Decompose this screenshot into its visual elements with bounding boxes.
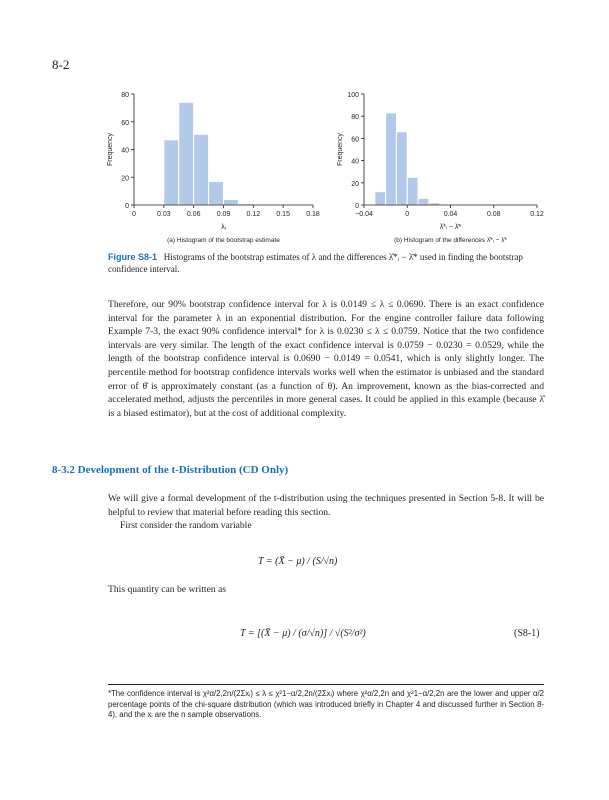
paragraph-intro: We will give a formal development of the t-distribution using the techniques presented in Section 5-8. It will be helpful to review that material before reading this section.: [108, 493, 544, 518]
x-tick-label: 0.08: [486, 211, 501, 218]
y-tick-label: 0: [355, 203, 359, 210]
x-tick-label: 0.04: [443, 211, 458, 218]
figure-caption-text: Histograms of the bootstrap estimates of λ and the differences λ̂*ᵢ − λ̄* used in finding the bootstrap confidence interval.: [108, 252, 523, 274]
y-axis-label: Frequency: [107, 132, 114, 167]
x-tick-label: 0.06: [186, 211, 201, 218]
equation-number: (S8-1): [514, 628, 540, 639]
x-tick-label: −0.04: [355, 211, 373, 218]
section-body: [108, 492, 544, 533]
y-tick-label: 80: [351, 114, 359, 122]
histogram-bar: [194, 134, 209, 205]
y-tick-label: 60: [351, 136, 359, 144]
x-tick-label: 0.09: [216, 211, 231, 218]
y-tick-label: 40: [121, 147, 129, 155]
x-tick-label: 0.18: [306, 211, 320, 218]
y-tick-label: 60: [121, 119, 129, 127]
equation-t: T = (X̄ − μ) / (S/√n): [258, 556, 338, 567]
y-tick-label: 100: [347, 92, 359, 99]
histogram-bar: [418, 198, 429, 205]
footnote: *The confidence interval is χ²α/2,2n/(2Σxᵢ) ≤ λ ≤ χ²1−α/2,2n/(2Σxᵢ) where χ²α/2,2n and χ²1−α/2,2n are the lower and upper α/2 percentage points of the chi-square distribution (which was introduced briefly in Chapter 4 and discussed further in Section 8-4), and the xᵢ are the n sample observations.: [108, 689, 544, 720]
paragraph-bootstrap-interval: Therefore, our 90% bootstrap confidence interval for λ is 0.0149 ≤ λ ≤ 0.0690. There is an exact confidence interval for the parameter λ in an exponential distribution. For the engine controller failure data following Example 7-3, the exact 90% confidence interval* for λ is 0.0230 ≤ λ ≤ 0.0759. Notice that the two confidence intervals are very similar. The length of the exact confidence interval is 0.0759 − 0.0230 = 0.0529, while the length of the bootstrap confidence interval is 0.0690 − 0.0149 = 0.0541, which is only slightly longer. The percentile method for bootstrap confidence intervals works well when the estimator is unbiased and the standard error of θ̂ is approximately constant (as a function of θ). An improvement, known as the bias-corrected and accelerated method, adjusts the percentiles in more general cases. It could be applied in this example (because λ̂ is a biased estimator), but at the cost of additional complexity.: [108, 299, 544, 419]
figure-caption: [108, 251, 548, 275]
section-heading: 8-3.2 Development of the t-Distribution (CD Only): [52, 464, 289, 476]
paragraph-random-variable: First consider the random variable: [120, 520, 252, 532]
histogram-bar: [386, 113, 397, 205]
histogram-bar: [209, 181, 224, 205]
chart-bootstrap-differences: [318, 86, 558, 246]
page-number: 8-2: [52, 57, 70, 72]
histogram-bar: [164, 140, 179, 205]
chart-title: (a) Histogram of the bootstrap estimate: [167, 237, 280, 244]
histogram-bar: [224, 199, 239, 205]
histogram-bar: [396, 132, 407, 205]
footnote-rule: [108, 684, 544, 685]
equation-s8-1: T = [(X̄ − μ) / (σ/√n)] / √(S²/σ²): [240, 628, 366, 639]
y-tick-label: 80: [121, 92, 129, 99]
x-axis-label: λᵢ: [221, 224, 226, 231]
figure-caption-label: Figure S8-1: [108, 252, 158, 262]
histogram-bar: [179, 102, 194, 205]
y-axis-label: Frequency: [337, 132, 344, 167]
x-tick-label: 0: [405, 211, 410, 218]
chart-bootstrap-estimate: [88, 86, 328, 246]
y-tick-label: 20: [121, 175, 129, 183]
chart-a-group: [107, 92, 320, 244]
chart-b-group: [337, 92, 544, 244]
chart-title: (b) Histogram of the differences λ̂*ᵢ − λ̄*: [394, 237, 507, 244]
y-tick-label: 40: [351, 158, 359, 166]
y-tick-label: 0: [125, 203, 129, 210]
x-tick-label: 0.12: [246, 211, 261, 218]
histogram-bar: [375, 192, 386, 205]
x-tick-label: 0.12: [530, 211, 544, 218]
y-tick-label: 20: [351, 180, 359, 188]
x-axis-label: λ̂*ᵢ − λ̄*: [439, 224, 462, 231]
histogram-bar: [407, 177, 418, 205]
paragraph-rewrite: This quantity can be written as: [108, 584, 227, 595]
x-tick-label: 0.03: [157, 211, 171, 218]
x-tick-label: 0.15: [276, 211, 290, 218]
x-tick-label: 0: [132, 211, 136, 218]
